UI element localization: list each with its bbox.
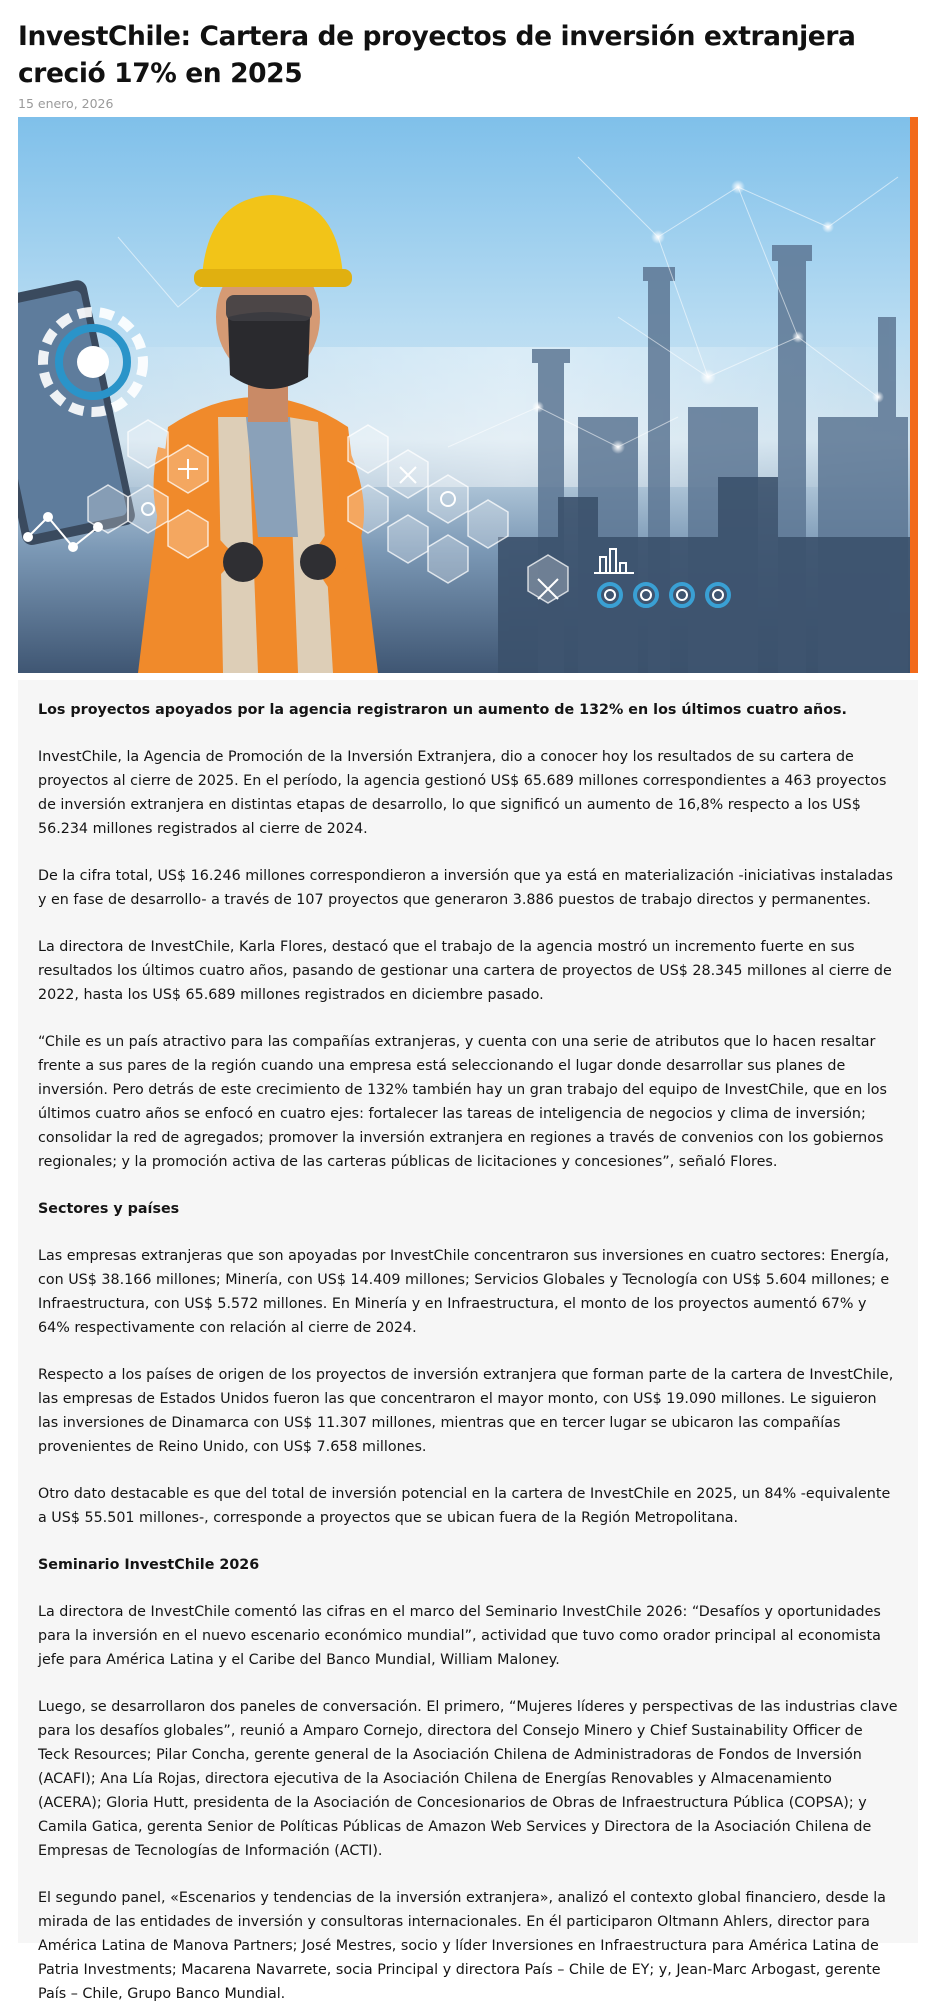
article-date: 15 enero, 2026 <box>18 96 114 111</box>
article-paragraph: La directora de InvestChile, Karla Flores, destacó que el trabajo de la agencia mostró un incremento fuerte en sus resultados los últimos cuatro años, pasando de gestionar una cartera de proyectos de US$ 28.345 millones al cierre de 2022, hasta los US$ 65.689 millones registrados en diciembre pasado. <box>38 939 892 1003</box>
article-paragraph: El segundo panel, «Escenarios y tendencias de la inversión extranjera», analizó el contexto global financiero, desde la mirada de las entidades de inversión y consultoras internacionales. En él participaron Oltmann Ahlers, director para América Latina de Manova Partners; José Mestres, socio y líder Inversiones en Infraestructura para América Latina de Patria Investments; Macarena Navarrete, socia Principal y directora País – Chile de EY; y, Jean-Marc Arbogast, gerente País – Chile, Grupo Banco Mundial. <box>38 1890 886 2002</box>
hero-illustration <box>18 117 918 673</box>
article-paragraph: De la cifra total, US$ 16.246 millones correspondieron a inversión que ya está en materialización -iniciativas instaladas y en fase de desarrollo- a través de 107 proyectos que generaron 3.886 puestos de trabajo directos y permanentes. <box>38 868 893 908</box>
section-heading-sectores: Sectores y países <box>38 1201 180 1217</box>
worker-figure <box>138 195 378 673</box>
article-paragraph: Las empresas extranjeras que son apoyadas por InvestChile concentraron sus inversiones en cuatro sectores: Energía, con US$ 38.166 millones; Minería, con US$ 14.409 millones; Servicios Globales y Tecnología con US$ 5.604 millones; e Infraestructura, con US$ 5.572 millones. En Minería y en Infraestructura, el monto de los proyectos aumentó 67% y 64% respectivamente con relación al cierre de 2024. <box>38 1248 890 1336</box>
article-paragraph: Luego, se desarrollaron dos paneles de conversación. El primero, “Mujeres líderes y perspectivas de las industrias clave para los desafíos globales”, reunió a Amparo Cornejo, directora del Consejo Minero y Chief Sustainability Officer de Teck Resources; Pilar Concha, gerente general de la Asociación Chilena de Administradoras de Fondos de Inversión (ACAFI); Ana Lía Rojas, directora ejecutiva de la Asociación Chilena de Energías Renovables y Almacenamiento (ACERA); Gloria Hutt, presidenta de la Asociación de Concesionarios de Obras de Infraestructura Pública (COPSA); y Camila Gatica, gerenta Senior de Políticas Públicas de Amazon Web Services y Directora de la Asociación Chilena de Empresas de Tecnologías de Información (ACTI). <box>38 1699 898 1859</box>
article-title: InvestChile: Cartera de proyectos de inversión extranjera creció 17% en 2025 <box>18 21 856 89</box>
article-paragraph: Otro dato destacable es que del total de inversión potencial en la cartera de InvestChile en 2025, un 84% -equivalente a US$ 55.501 millones-, corresponde a proyectos que se ubican fuera de la Región Metropolitana. <box>38 1486 891 1526</box>
hero-accent-bar <box>910 117 918 673</box>
article-paragraph: InvestChile, la Agencia de Promoción de la Inversión Extranjera, dio a conocer hoy los resultados de su cartera de proyectos al cierre de 2025. En el período, la agencia gestionó US$ 65.689 millones correspondientes a 463 proyectos de inversión extranjera en distintas etapas de desarrollo, lo que significó un aumento de 16,8% respecto a los US$ 56.234 millones registrados al cierre de 2024. <box>38 749 887 837</box>
article-body <box>18 680 918 2002</box>
section-heading-seminario: Seminario InvestChile 2026 <box>38 1557 260 1573</box>
article-paragraph: Respecto a los países de origen de los proyectos de inversión extranjera que forman parte de la cartera de InvestChile, las empresas de Estados Unidos fueron las que concentraron el mayor monto, con US$ 19.090 millones. Le siguieron las inversiones de Dinamarca con US$ 11.307 millones, mientras que en tercer lugar se ubicaron las compañías provenientes de Reino Unido, con US$ 7.658 millones. <box>38 1367 894 1455</box>
hero-image <box>18 117 918 673</box>
article-quote-paragraph: “Chile es un país atractivo para las compañías extranjeras, y cuenta con una serie de atributos que lo hacen resaltar frente a sus pares de la región cuando una empresa está seleccionando el lugar donde desarrollar sus planes de inversión. Pero detrás de este crecimiento de 132% también hay un gran trabajo del equipo de InvestChile, que en los últimos cuatro años se enfocó en cuatro ejes: fortalecer las tareas de inteligencia de negocios y clima de inversión; consolidar la red de agregados; promover la inversión extranjera en regiones a través de convenios con los gobiernos regionales; y la promoción activa de las carteras públicas de licitaciones y concesiones”, señaló Flores. <box>38 1034 887 1170</box>
article-paragraph: La directora de InvestChile comentó las cifras en el marco del Seminario InvestChile 2026: “Desafíos y oportunidades para la inversión en el nuevo escenario económico mundial”, actividad que tuvo como orador principal al economista jefe para América Latina y el Caribe del Banco Mundial, William Maloney. <box>38 1604 881 1668</box>
article-lead: Los proyectos apoyados por la agencia registraron un aumento de 132% en los últimos cuatro años. <box>38 702 847 718</box>
